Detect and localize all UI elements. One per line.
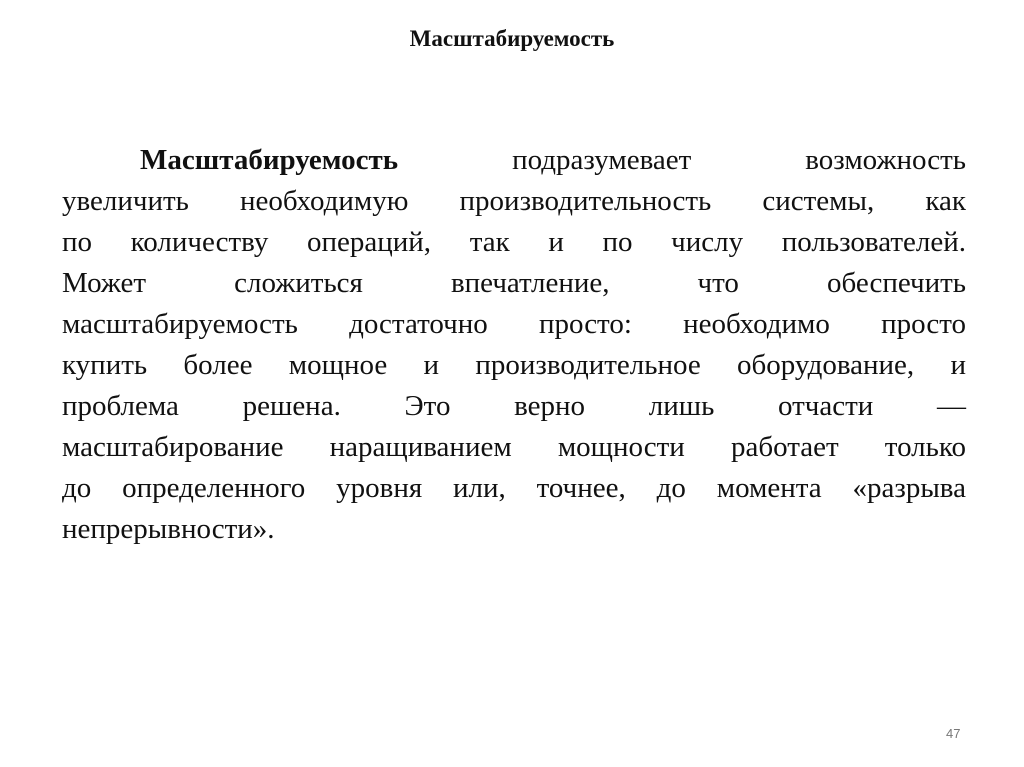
paragraph-line: масштабируемость достаточно просто: необходимо просто (62, 308, 966, 340)
paragraph-line: Может сложиться впечатление, что обеспечить (62, 267, 966, 299)
paragraph-line: масштабирование наращиванием мощности работает только (62, 431, 966, 463)
paragraph-line: до определенного уровня или, точнее, до момента «разрыва (62, 472, 966, 504)
page-number: 47 (946, 726, 961, 741)
paragraph-line: купить более мощное и производительное оборудование, и (62, 349, 966, 381)
slide-body-paragraph (62, 140, 966, 550)
paragraph-line (62, 140, 966, 181)
paragraph-line: проблема решена. Это верно лишь отчасти — (62, 390, 966, 422)
slide-title: Масштабируемость (409, 26, 615, 51)
paragraph-line: увеличить необходимую производительность системы, как (62, 185, 966, 217)
line-text: подразумевает возможность (512, 144, 966, 176)
paragraph-line: по количеству операций, так и по числу пользователей. (62, 226, 966, 258)
bold-term: Масштабируемость (140, 144, 399, 176)
paragraph-line: непрерывности». (62, 513, 275, 545)
